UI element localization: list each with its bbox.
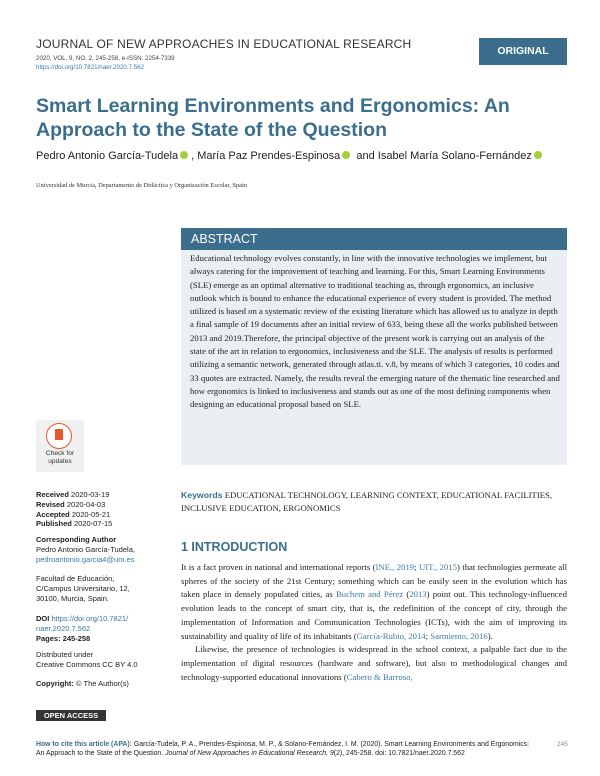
abstract-text: Educational technology evolves constantly, in line with the innovative technologies we implement, but always catering for the improvement of teaching and learning. For this, Smart Learning Environments (SLE) emerge as an optimal alternative to traditional teaching as, through ergonomics, an inclusive outlook which is bound to enhance the educational experience of every student is provided. The method utilized is based on a systematic review of the existing literature which has allowed us to analyze in depth a final sample of 19 documents after an initial review of 633, being these all the works published between 2013 and 2019.Therefore, the principal objective of the present work is carrying out an analysis of the state of the art in relation to ergonomics, inclusiveness and the SLE. The analysis of results is performed utilizing a semantic network, generated through atlas.ti. v.8, by means of which 3 categories, 10 codes and 33 quotes are extracted. Namely, the results reveal the emerging nature of the thematic line researched and how ergonomics is linked to inclusiveness and stands out as one of the most defining components when designing an educational proposal based on SLE.	[190, 253, 560, 410]
text-run: ;	[425, 630, 431, 641]
citation-link[interactable]: Cabero & Barroso,	[346, 671, 413, 682]
license-line: Distributed under	[36, 650, 94, 659]
citation-link[interactable]: INE., 2019	[375, 562, 415, 572]
text-run: It is a fact proven in national and international reports (	[181, 562, 376, 572]
author-list: Pedro Antonio García-Tudela , María Paz Prendes-Espinosa and Isabel María Solano-Fernández	[36, 150, 556, 164]
corresponding-author-label: Corresponding Author	[36, 535, 117, 544]
journal-doi-link[interactable]: https://doi.org/10.7821/naer.2020.7.562	[36, 64, 145, 71]
citation-link[interactable]: UIT., 2015	[419, 562, 457, 572]
article-type-badge: ORIGINAL	[479, 38, 567, 65]
author-conjunction: and	[356, 150, 375, 162]
copyright-value: © The Author(s)	[76, 679, 129, 688]
pages-label: Pages:	[36, 633, 61, 643]
orcid-icon[interactable]	[180, 151, 188, 159]
copyright-label: Copyright:	[36, 679, 74, 688]
orcid-icon[interactable]	[342, 151, 350, 159]
check-updates-line1: Check for	[45, 450, 75, 457]
accepted-date	[36, 510, 166, 520]
address-line: 30100, Murcia, Spain.	[36, 593, 109, 603]
text-run: ) point out. This technology-influenced evolution leads to the concept of smart city, that is, the redefinition of the concept of city, through the implementation of Information and Communication Technologies (ICTs), with the aim of improving its sustainability and quality of life of its inhabitants (	[181, 589, 567, 641]
corresponding-author-email[interactable]: pedroantonio.garcia4@um.es	[36, 554, 135, 564]
section-heading: 1 INTRODUCTION	[181, 540, 288, 554]
address-line: C/Campus Universitario, 12,	[36, 583, 130, 593]
citation-link[interactable]: Sarmiento, 2016	[430, 630, 488, 641]
keywords	[181, 489, 567, 515]
article-title: Smart Learning Environments and Ergonomics: An Approach to the State of the Question	[36, 95, 510, 141]
keywords-label: Keywords	[181, 490, 223, 500]
journal-volume-line: 2020, VOL. 9, NO. 2, 245-258, e-ISSN: 2254-7339	[36, 55, 175, 62]
corresponding-author-name: Pedro Antonio García-Tudela,	[36, 544, 135, 554]
received-value: 2020-03-19	[71, 490, 110, 499]
revised-value: 2020-04-03	[66, 499, 106, 509]
journal-name: JOURNAL OF NEW APPROACHES IN EDUCATIONAL RESEARCH	[36, 37, 412, 51]
text-run: Likewise, the presence of technologies is widespread in the school context, a palpable fact due to the implementation of digital resources (hardware and software), but also to methodological changes and technology-supported educational innovations (	[181, 644, 567, 682]
doi-block	[36, 614, 166, 643]
revised-date	[36, 500, 166, 510]
open-access-badge: OPEN ACCESS	[36, 710, 106, 721]
article-dates	[36, 490, 166, 529]
published-value: 2020-07-15	[73, 519, 113, 529]
published-label: Published	[36, 519, 72, 529]
journal-meta	[36, 54, 175, 72]
how-to-cite-text: García-Tudela, P. A., Prendes-Espinosa, M. P., & Solano-Fernández, I. M. (2020). Smart Learning Environments and Ergonomics: An Approach to the State of the Question.	[36, 741, 530, 757]
abstract-heading: ABSTRACT	[181, 228, 567, 250]
pages-value: 245-258	[62, 633, 91, 643]
corresponding-author	[36, 535, 166, 564]
citation-link[interactable]: 2013	[409, 589, 427, 600]
doi-label: DOI	[36, 614, 50, 623]
received-label: Received	[36, 490, 69, 499]
paragraph	[181, 561, 567, 643]
paragraph	[181, 643, 567, 684]
check-updates-line2: updates	[48, 458, 72, 465]
how-to-cite-journal: Journal of New Approaches in Educational Research, 9	[165, 750, 334, 757]
text-run: ).	[487, 630, 493, 641]
text-run: (	[403, 589, 410, 600]
affiliation: Universidad de Murcia, Departamento de Didáctica y Organización Escolar, Spain	[36, 182, 247, 189]
bookmark-icon	[55, 429, 63, 440]
text-run: ;	[414, 562, 419, 572]
how-to-cite-rest: (2), 245-258. doi: 10.7821/naer.2020.7.562	[333, 750, 465, 757]
text-run: ) that technologies permeate all spheres of the society of the 21st Century; something which can be easily seen in the evolution which has taken place in densely populated cities, as	[181, 562, 567, 600]
how-to-cite	[36, 740, 536, 758]
doi-link-continued[interactable]: naer.2020.7.562	[36, 623, 91, 633]
received-date	[36, 490, 166, 500]
intro-body	[181, 561, 567, 684]
keywords-list: EDUCATIONAL TECHNOLOGY, LEARNING CONTEXT, EDUCATIONAL FACILITIES, INCLUSIVE EDUCATION, ERGONOMICS	[181, 490, 553, 513]
check-for-updates-label[interactable]	[36, 450, 84, 466]
orcid-icon[interactable]	[534, 151, 542, 159]
doi-link[interactable]: https://doi.org/10.7821/	[51, 614, 129, 623]
license-line: Creative Commons CC BY 4.0	[36, 659, 138, 669]
author-name: María Paz Prendes-Espinosa	[197, 150, 341, 162]
citation-link[interactable]: García-Rubio, 2014	[356, 630, 426, 641]
postal-address	[36, 574, 166, 603]
author-name: Isabel María Solano-Fernández	[377, 150, 532, 162]
page-number: 245	[557, 741, 568, 748]
license-block	[36, 650, 166, 670]
revised-label: Revised	[36, 499, 65, 509]
citation-link[interactable]: Buchem and Pérez	[335, 589, 404, 600]
published-date	[36, 519, 166, 529]
accepted-label: Accepted	[36, 509, 70, 519]
accepted-value: 2020-05-21	[71, 509, 111, 519]
copyright-block	[36, 679, 166, 689]
how-to-cite-label: How to cite this article (APA):	[36, 741, 132, 748]
author-name: Pedro Antonio García-Tudela	[36, 150, 179, 162]
address-line: Facultad de Educación,	[36, 574, 115, 583]
